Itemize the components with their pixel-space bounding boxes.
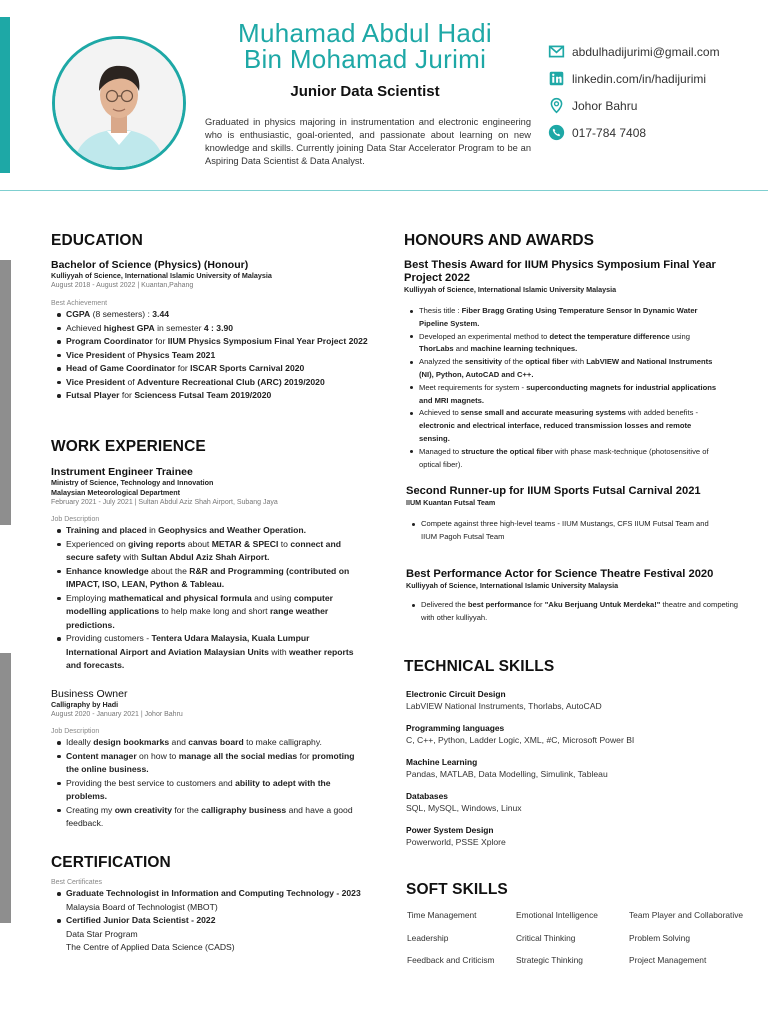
linkedin-text[interactable]: linkedin.com/in/hadijurimi [572, 71, 707, 86]
list-item: CGPA (8 semesters) : 3.44 [51, 308, 381, 322]
name-line-2: Bin Mohamad Jurimi [243, 44, 487, 74]
contact-list [548, 38, 763, 146]
full-name [200, 20, 530, 72]
cert-2-issuer: The Centre of Applied Data Science (CADS) [66, 942, 235, 952]
list-item: Content manager on how to manage all the social medias for promoting the online business. [51, 750, 361, 777]
job-1-date: February 2021 - July 2021 | Sultan Abdul Aziz Shah Airport, Subang Jaya [51, 499, 278, 506]
job-1-role: Instrument Engineer Trainee [51, 466, 193, 478]
award-1-title: Best Thesis Award for IIUM Physics Symposium Final Year Project 2022 [404, 259, 716, 284]
soft-skill-item: Feedback and Criticism [407, 955, 495, 965]
contact-linkedin[interactable] [548, 65, 763, 92]
cert-2-program: Data Star Program [66, 928, 138, 939]
certificate-list [51, 887, 361, 901]
list-item: Creating my own creativity for the calligraphy business and have a good feedback. [51, 804, 361, 831]
soft-skill-item: Strategic Thinking [516, 955, 583, 965]
list-item: Vice President of Physics Team 2021 [51, 349, 381, 363]
achievement-list [51, 308, 381, 403]
award-1-details [404, 305, 719, 471]
soft-skill-item: Problem Solving [629, 933, 690, 943]
email-text[interactable]: abdulhadijurimi@gmail.com [572, 44, 720, 59]
award-2-details [406, 518, 721, 544]
job-title: Junior Data Scientist [290, 83, 440, 100]
technical-skills-heading: TECHNICAL SKILLS [404, 658, 555, 675]
linkedin-icon [548, 70, 565, 87]
soft-skill-item: Critical Thinking [516, 933, 576, 943]
degree-title: Bachelor of Science (Physics) (Honour) [51, 259, 249, 271]
skill-group: Programming languages C, C++, Python, Ladder Logic, XML, #C, Microsoft Power BI [406, 723, 635, 745]
list-item: Training and placed in Geophysics and Weather Operation. [51, 524, 361, 538]
list-item: Vice President of Adventure Recreational Club (ARC) 2019/2020 [51, 376, 381, 390]
profile-photo [52, 36, 186, 170]
soft-skills-heading: SOFT SKILLS [406, 881, 508, 898]
award-2 [406, 485, 736, 544]
certification-heading: CERTIFICATION [51, 854, 171, 871]
list-item: Certified Junior Data Scientist - 2022 [51, 914, 361, 928]
contact-email[interactable] [548, 38, 763, 65]
header-accent-bar [0, 17, 10, 173]
profile-photo-illustration [55, 39, 183, 167]
best-achievement-label: Best Achievement [51, 300, 108, 307]
education-date: August 2018 - August 2022 | Kuantan,Pahang [51, 282, 194, 289]
education-section [51, 259, 381, 403]
header-divider [0, 190, 768, 191]
job-1 [51, 466, 361, 673]
award-3-title: Best Performance Actor for Science Theatre Festival 2020 [406, 568, 714, 580]
list-item: Meet requirements for system - superconducting magnets for industrial applications and MRI magnets. [404, 382, 719, 408]
award-2-org: IIUM Kuantan Futsal Team [406, 498, 496, 507]
education-school: Kulliyyah of Science, International Islamic University of Malaysia [51, 271, 272, 280]
list-item: Thesis title : Fiber Bragg Grating Using Temperature Sensor In Dynamic Water Pipeline System. [404, 305, 719, 331]
cert-1-issuer: Malaysia Board of Technologist (MBOT) [66, 901, 218, 912]
job-2-label: Job Description [51, 728, 100, 735]
list-item: Experienced on giving reports about METAR & SPECI to connect and secure safety with Sultan Abdul Aziz Shah Airport. [51, 538, 361, 565]
skill-group: Electronic Circuit Design LabVIEW National Instruments, Thorlabs, AutoCAD [406, 689, 602, 711]
list-item: Analyzed the sensitivity of the optical fiber with LabVIEW and National Instruments (NI), Python, AutoCAD and C++. [404, 356, 719, 382]
job-2 [51, 688, 361, 831]
job-1-label: Job Description [51, 516, 100, 523]
list-item: Head of Game Coordinator for ISCAR Sports Carnival 2020 [51, 362, 381, 376]
skill-group: Databases SQL, MySQL, Windows, Linux [406, 791, 522, 813]
list-item: Program Coordinator for IIUM Physics Symposium Final Year Project 2022 [51, 335, 381, 349]
certification-section [51, 879, 361, 955]
phone-text[interactable]: 017-784 7408 [572, 125, 647, 140]
technical-skills-list [406, 689, 746, 859]
location-pin-icon [548, 97, 565, 114]
contact-location [548, 92, 763, 119]
list-item: Achieved highest GPA in semester 4 : 3.90 [51, 322, 381, 336]
soft-skill-item: Emotional Intelligence [516, 910, 598, 920]
list-item: Developed an experimental method to detect the temperature difference using ThorLabs and machine learning techniques. [404, 331, 719, 357]
job-2-date: August 2020 - January 2021 | Johor Bahru [51, 711, 183, 718]
job-1-org-1: Ministry of Science, Technology and Innovation [51, 478, 214, 487]
award-1 [404, 259, 719, 471]
work-experience-heading: WORK EXPERIENCE [51, 438, 206, 455]
list-item: Futsal Player for Sciencess Futsal Team 2019/2020 [51, 389, 381, 403]
certificate-list-2 [51, 914, 361, 928]
job-2-duties [51, 736, 361, 831]
award-3 [406, 568, 751, 625]
list-item: Ideally design bookmarks and canvas board to make calligraphy. [51, 736, 361, 750]
awards-heading: HONOURS AND AWARDS [404, 232, 595, 249]
list-item: Providing the best service to customers and ability to adept with the problems. [51, 777, 361, 804]
contact-phone[interactable] [548, 119, 763, 146]
left-accent-bar-2 [0, 653, 11, 923]
list-item: Employing mathematical and physical formula and using computer modelling applications to help make long and short range weather predictions. [51, 592, 361, 633]
phone-icon [548, 124, 565, 141]
soft-skill-item: Time Management [407, 910, 477, 920]
location-text: Johor Bahru [572, 98, 638, 113]
best-certificates-label: Best Certificates [51, 879, 102, 886]
award-3-org: Kulliyyah of Science, International Islamic University Malaysia [406, 581, 619, 590]
job-1-duties [51, 524, 361, 673]
list-item: Achieved to sense small and accurate measuring systems with added benefits - electronic and electrical interface, reduced transmission losses and remote sensing. [404, 407, 719, 445]
job-2-role: Business Owner [51, 688, 128, 700]
award-2-title: Second Runner-up for IIUM Sports Futsal Carnival 2021 [406, 485, 701, 497]
list-item: Compete against three high-level teams - IIUM Mustangs, CFS IIUM Futsal Team and IIUM Pagoh Futsal Team [406, 518, 721, 544]
left-accent-bar-1 [0, 260, 11, 525]
education-heading: EDUCATION [51, 232, 143, 249]
list-item: Providing customers - Tentera Udara Malaysia, Kuala Lumpur International Airport and Aviation Malaysian Units with weather reports and forecasts. [51, 632, 361, 673]
name-line-1: Muhamad Abdul Hadi [238, 18, 492, 48]
list-item: Enhance knowledge about the R&R and Programming (contributed on IMPACT, ISO, LEAN, Python & Tableau. [51, 565, 361, 592]
email-icon [548, 43, 565, 60]
job-2-org: Calligraphy by Hadi [51, 700, 119, 709]
job-1-org-2: Malaysian Meteorological Department [51, 488, 181, 497]
list-item: Graduate Technologist in Information and Computing Technology - 2023 [51, 887, 361, 901]
soft-skill-item: Leadership [407, 933, 449, 943]
award-1-org: Kulliyyah of Science, International Islamic University Malaysia [404, 285, 617, 294]
soft-skill-item: Team Player and Collaborative [629, 910, 744, 920]
award-3-details [406, 599, 741, 625]
list-item: Managed to structure the optical fiber with phase mask-technique (photosensitive of optical fiber). [404, 446, 719, 472]
skill-group: Power System Design Powerworld, PSSE Xplore [406, 825, 506, 847]
soft-skill-item: Project Management [629, 955, 707, 965]
profile-summary: Graduated in physics majoring in instrumentation and electronic engineering who is enthusiastic, goal-oriented, and passionate about learning on new knowledge and skills. Currently joining Data Star Accelerator Program to be an Aspiring Data Scientist & Data Analyst. [205, 117, 531, 166]
list-item: Delivered the best performance for "Aku Berjuang Untuk Merdeka!" theatre and competing with other kulliyyah. [406, 599, 741, 625]
skill-group: Machine Learning Pandas, MATLAB, Data Modelling, Simulink, Tableau [406, 757, 608, 779]
